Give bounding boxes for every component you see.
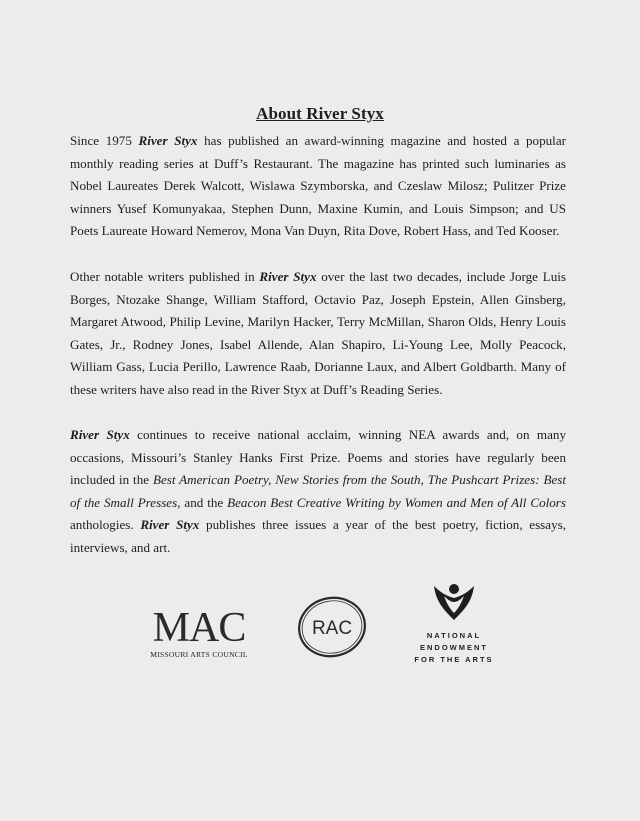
anthology-titles: Best American Poetry, New Stories from the South, The Pushcart Prizes: Best of the Small Presses (70, 472, 566, 510)
text-run: , and the (177, 494, 228, 510)
sponsor-logos (0, 578, 640, 688)
nea-line-2: ENDOWMENT (420, 643, 488, 652)
nea-figure-icon (432, 582, 476, 622)
mac-logo (144, 605, 254, 659)
nea-line-3: FOR THE ARTS (414, 655, 494, 664)
paragraph-writers (70, 266, 566, 401)
mac-logo-subtitle: MISSOURI ARTS COUNCIL (150, 650, 248, 659)
magazine-name: River Styx (138, 133, 198, 148)
text-run: continues to receive national acclaim, winning NEA awards and, on many occasions, Missouri’s Stanley Hanks First Prize. Poems and stories have regularly been included in the (70, 427, 566, 487)
text-run: over the last two decades, include Jorge Luis Borges, Ntozake Shange, William Stafford, Octavio Paz, Joseph Epstein, Allen Ginsberg, Margaret Atwood, Philip Levine, Marilyn Hacker, Terry McMillan, Sharon Olds, Henry Louis Gates, Jr., Rodney Jones, Isabel Allende, Alan Shapiro, Li-Young Lee, Molly Peacock, William Gass, Lucia Perillo, Lawrence Raab, Dorianne Laux, and Albert Goldbarth. Many of these writers have also read in the River Styx at Duff’s Reading Series. (70, 269, 566, 397)
anthology-title: Beacon Best Creative Writing by Women and Men of All Colors (227, 494, 566, 510)
nea-line-1: NATIONAL (426, 631, 482, 640)
mac-logo-word: MAC (152, 605, 246, 651)
nea-logo (404, 582, 504, 666)
page-title: About River Styx (256, 104, 384, 123)
rac-logo-word: RAC (311, 618, 353, 639)
text-run: publishes three issues a year of the best poetry, fiction, essays, interviews, and art. (70, 517, 566, 555)
paragraph-history (70, 130, 566, 243)
text-run: Since 1975 (70, 133, 139, 148)
rac-logo (296, 594, 368, 660)
text-run: Other notable writers published in (70, 269, 260, 284)
magazine-name: River Styx (70, 427, 130, 442)
text-run: anthologies. (70, 517, 141, 532)
rac-logo-mark (296, 594, 368, 660)
paragraph-acclaim (70, 424, 566, 559)
text-run: has published an award-winning magazine and hosted a popular monthly reading series at Duff’s Restaurant. The magazine has printed such luminaries as Nobel Laureates Derek Walcott, Wislawa Szymborska, and Czeslaw Milosz; Pulitzer Prize winners Yusef Komunyakaa, Stephen Dunn, Maxine Kumin, and Louis Simpson; and US Poets Laureate Howard Nemerov, Mona Van Duyn, Rita Dove, Robert Hass, and Ted Kooser. (70, 133, 566, 238)
magazine-name: River Styx (140, 517, 200, 532)
magazine-name: River Styx (259, 269, 317, 284)
